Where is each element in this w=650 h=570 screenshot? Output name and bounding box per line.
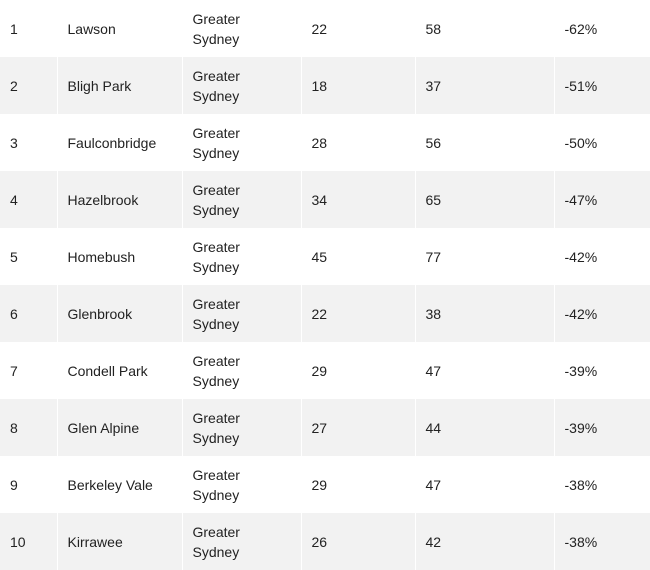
suburb-cell: Glenbrook bbox=[57, 285, 182, 342]
region-line1: Greater bbox=[192, 10, 240, 27]
table-row bbox=[0, 57, 650, 114]
suburb-cell: Bligh Park bbox=[57, 57, 182, 114]
region-cell bbox=[182, 342, 301, 399]
region-line1: Greater bbox=[192, 295, 240, 312]
rank-cell: 5 bbox=[0, 228, 57, 285]
suburb-cell: Berkeley Vale bbox=[57, 456, 182, 513]
region-line1: Greater bbox=[192, 523, 240, 540]
region-cell bbox=[182, 114, 301, 171]
rank-cell: 4 bbox=[0, 171, 57, 228]
value1-cell: 27 bbox=[301, 399, 415, 456]
change-cell: -42% bbox=[554, 285, 650, 342]
table-row bbox=[0, 171, 650, 228]
region-line1: Greater bbox=[192, 124, 240, 141]
region-cell bbox=[182, 228, 301, 285]
region-cell bbox=[182, 456, 301, 513]
change-cell: -51% bbox=[554, 57, 650, 114]
suburb-cell: Faulconbridge bbox=[57, 114, 182, 171]
suburb-cell: Homebush bbox=[57, 228, 182, 285]
region-cell bbox=[182, 57, 301, 114]
value2-cell: 42 bbox=[415, 513, 554, 570]
value2-cell: 44 bbox=[415, 399, 554, 456]
rank-cell: 8 bbox=[0, 399, 57, 456]
value2-cell: 56 bbox=[415, 114, 554, 171]
region-line1: Greater bbox=[192, 409, 240, 426]
rank-cell: 2 bbox=[0, 57, 57, 114]
value2-cell: 37 bbox=[415, 57, 554, 114]
region-line2: Sydney bbox=[192, 201, 240, 218]
table-row bbox=[0, 114, 650, 171]
table-row bbox=[0, 513, 650, 570]
table-row bbox=[0, 456, 650, 513]
change-cell: -38% bbox=[554, 513, 650, 570]
region-line2: Sydney bbox=[192, 87, 240, 104]
change-cell: -39% bbox=[554, 399, 650, 456]
suburb-cell: Kirrawee bbox=[57, 513, 182, 570]
region-line2: Sydney bbox=[192, 258, 240, 275]
region-line2: Sydney bbox=[192, 372, 240, 389]
region-line2: Sydney bbox=[192, 315, 240, 332]
value1-cell: 28 bbox=[301, 114, 415, 171]
region-cell bbox=[182, 399, 301, 456]
rank-cell: 1 bbox=[0, 0, 57, 57]
region-cell bbox=[182, 0, 301, 57]
value2-cell: 77 bbox=[415, 228, 554, 285]
value2-cell: 47 bbox=[415, 456, 554, 513]
table-row bbox=[0, 342, 650, 399]
table-row bbox=[0, 285, 650, 342]
region-line2: Sydney bbox=[192, 30, 240, 47]
region-line2: Sydney bbox=[192, 144, 240, 161]
region-line1: Greater bbox=[192, 181, 240, 198]
region-line2: Sydney bbox=[192, 429, 240, 446]
value1-cell: 29 bbox=[301, 456, 415, 513]
rank-cell: 9 bbox=[0, 456, 57, 513]
region-line2: Sydney bbox=[192, 543, 240, 560]
value2-cell: 38 bbox=[415, 285, 554, 342]
region-cell bbox=[182, 285, 301, 342]
change-cell: -50% bbox=[564, 134, 598, 151]
rank-cell: 10 bbox=[0, 513, 57, 570]
value2-cell: 58 bbox=[415, 0, 554, 57]
value2-cell: 47 bbox=[415, 342, 554, 399]
value1-cell: 45 bbox=[301, 228, 415, 285]
change-cell: -47% bbox=[554, 171, 650, 228]
change-cell: -38% bbox=[564, 476, 598, 493]
region-line1: Greater bbox=[192, 67, 240, 84]
suburb-cell: Hazelbrook bbox=[57, 171, 182, 228]
value1-cell: 18 bbox=[301, 57, 415, 114]
rank-cell: 3 bbox=[0, 114, 57, 171]
region-cell bbox=[182, 513, 301, 570]
suburb-cell: Glen Alpine bbox=[57, 399, 182, 456]
region-line1: Greater bbox=[192, 238, 240, 255]
change-cell: -62% bbox=[564, 20, 598, 37]
suburb-cell: Condell Park bbox=[57, 342, 182, 399]
table-row bbox=[0, 0, 650, 57]
change-cell: -39% bbox=[564, 362, 598, 379]
region-line2: Sydney bbox=[192, 486, 240, 503]
table-row bbox=[0, 228, 650, 285]
region-cell bbox=[182, 171, 301, 228]
value1-cell: 22 bbox=[301, 0, 415, 57]
rank-cell: 7 bbox=[0, 342, 57, 399]
value2-cell: 65 bbox=[415, 171, 554, 228]
value1-cell: 29 bbox=[301, 342, 415, 399]
value1-cell: 26 bbox=[301, 513, 415, 570]
value1-cell: 22 bbox=[301, 285, 415, 342]
region-line1: Greater bbox=[192, 466, 240, 483]
region-line1: Greater bbox=[192, 352, 240, 369]
rank-cell: 6 bbox=[0, 285, 57, 342]
value1-cell: 34 bbox=[301, 171, 415, 228]
table-row bbox=[0, 399, 650, 456]
suburb-cell: Lawson bbox=[57, 0, 182, 57]
change-cell: -42% bbox=[564, 248, 598, 265]
